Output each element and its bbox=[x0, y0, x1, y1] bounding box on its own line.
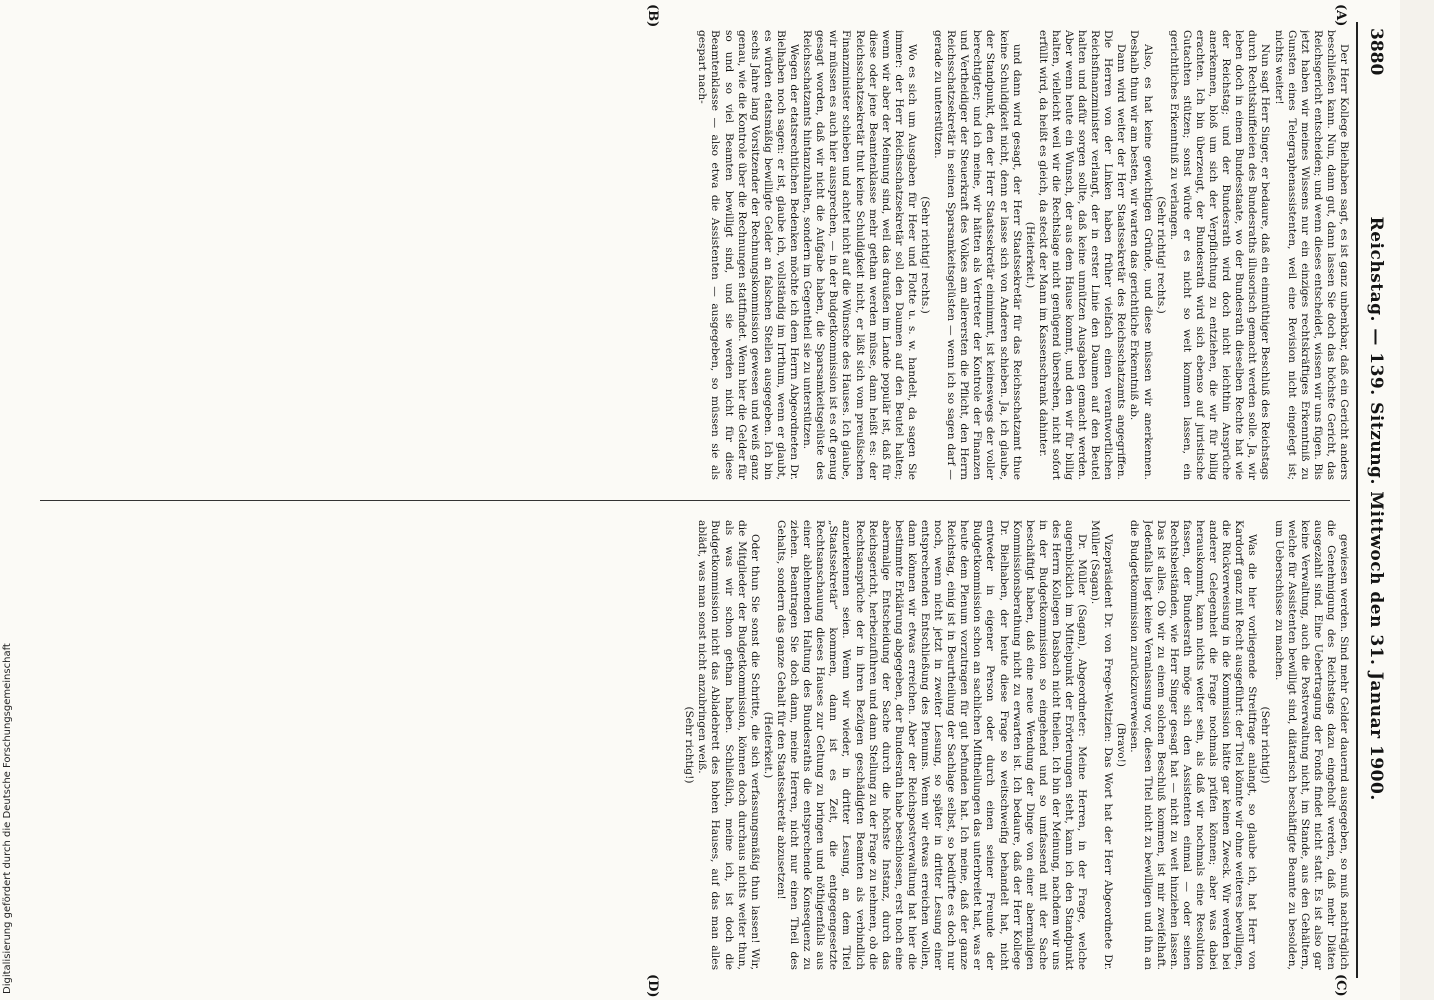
margin-marker-b: (B) bbox=[645, 4, 660, 28]
paragraph: (Bravo!) bbox=[1115, 722, 1128, 768]
text-columns bbox=[40, 4, 1350, 998]
paragraph: (Sehr richtig! rechts.) bbox=[919, 196, 931, 314]
paragraph: Oder thun Sie sonst die Schritte, die sich verfassungsmäßig thun lassen! Wir, die Mitglieder der Budgetkommission, können doch durchaus nichts weiter thun, als was wir schon gethan haben. Schließlich, meine ich, ist doch die Budgetkommission nicht das Abladebrett des hohen Hauses, auf das man alles ablädt, was man sonst nicht anzubringen weiß. bbox=[696, 520, 761, 970]
paragraph: (Heiterkeit.) bbox=[1023, 221, 1036, 289]
paragraph: (Heiterkeit.) bbox=[761, 711, 774, 779]
page-number: 3880 bbox=[1366, 28, 1386, 76]
paragraph: und dann wird gesagt, der Herr Staatssekretär für das Reichsschatzamt thue keine Schuldigkeit nicht, denn er lasse sich von Anderen schieben. Ja, ich glaube, der Standpunkt, den der Herr Staatssekretär einnimmt, ist keineswegs der voller berechtigter; und ich meine, wir hätten als Vertreter der Kontrole der Finanzen und Vertheidiger der Steuerkraft des Volkes am allerersten die Pflicht, den Herrn Reichsschatzsekretär in seinen Sparsamkeitsgelüsten — wenn ich so sagen darf — gerade zu unterstützen. bbox=[932, 30, 1023, 480]
paragraph: (Sehr richtig! rechts.) bbox=[1154, 196, 1167, 314]
paragraph: Der Herr Kollege Bielhaben sagt, es ist ganz unbenkbar, daß ein Gericht anders beschließen kann. Nun, dann gut, dann lassen Sie doch das höchste Gericht, das Reichsgericht entscheiden; und wenn dieses entscheidet, wissen wir uns fügen. Bis jetzt haben wir meines Wissens nur ein einziges rechtskräftiges Erkenntniß zu Gunsten eines Telegraphenassistenten, weil eine Revision nicht eingelegt ist; nichts weiter! bbox=[1272, 30, 1350, 480]
paragraph: Dr. Müller (Sagan), Abgeordneter: Meine Herren, in der Frage, welche augenblicklich im Mittelpunkt der Erörterungen steht, kann ich den Standpunkt des Herrn Kollegen Dasbach nicht theilen. Ich bin der Meinung, nachdem wir uns in der Budgetkommission so eingehend und so umfassend mit der Sache beschäftigt haben, daß eine neue Wendung der Dinge von einer abermaligen Kommissionsberathung nicht zu erwarten ist. Ich bedaure, daß der Herr Kollege Dr. Bielhaben, der heute diese Frage so weitschweifig behandelt hat, nicht entweder in eigener Person oder durch einen seiner Freunde der Budgetkommission schon an sachlichen Mittheilungen das unterbreitet hat, was er heute dem Plenum vorzutragen für gut befunden hat. Ich meine, daß der ganze Reichstag, einig ist in Beurtheilung der Sachlage selbst, so bedürfte es doch nur noch, wenn nicht jetzt in zweiter Lesung, so später in dritter Lesung einer entsprechenden Entschließung des Plenums. Wenn wir etwas erreichen wollen, dann können wir etwas erreichen. Aber der Reichspostverwaltung hat hier die bestimmte Erklärung abgegeben, der Bundesrath habe beschlossen, erst noch eine abermalige Entscheidung der Sache durch die höchste Instanz, durch das Reichsgericht, herbeizuführen und dann Stellung zu der Frage zu nehmen, ob die Rechtsansprüche der in ihren Bezügen geschädigten Beamten als verbindlich anzuerkennen seien. Wenn wir wieder, in dritter Lesung, an dem Titel „Staatssekretär“ kommen, dann ist es Zeit, die entgegengesetzte Rechtsanschauung dieses Hauses zur Geltung zu bringen und nöthigenfalls aus einer ablehnenden Haltung des Bundesraths die entsprechende Konsequenz zu ziehen. Beantragen Sie doch dann, meine Herren, nicht nur einen Theil des Gehalts, sondern das ganze Gehalt für den Staatssekretär abzusetzen! bbox=[774, 520, 1089, 970]
dfg-credit-text: Digitalisierung gefördert durch die Deutsche Forschungsgemeinschaft bbox=[2, 643, 13, 994]
column-divider bbox=[40, 500, 1350, 501]
paragraph: Wegen der etatsrechtlichen Bedenken möchte ich dem Herrn Abgeordneten Dr. Bielhaben noch sagen: er ist, glaube ich, vollständig im Irrthum, wenn er glaubt, es würden etatsmäßig bewilligte Gelder an falschen Stellen ausgegeben. Ich bin sechs Jahre lang Vorsitzender der Rechnungskommission gewesen und weiß ganz genau, wie die Kontrole über die Rechnungen stattfindet. Wenn hier die Gelder für so und so viel Beamten bewilligt sind, und sie werden nicht für diese Beamtenklasse — also etwa die Assistenten — ausgegeben, so müssen sie als gespart nach- bbox=[696, 30, 801, 480]
margin-marker-a: (A) bbox=[1333, 4, 1348, 27]
paragraph: (Sehr richtig!) bbox=[683, 706, 696, 784]
dfg-credit bbox=[2, 4, 16, 994]
paragraph: Also, es hat keine gewichtigen Gründe, und diese müssen wir anerkennen. Deshalb thun wir am besten, wir warten das gerichtliche Erkenntniß ab. bbox=[1128, 30, 1154, 480]
paragraph: Was die hier vorliegende Streitfrage anlangt, so glaube ich, hat Herr von Kardorff ganz mit Recht ausgeführt: der Titel könnte wir ohne weiteres bewilligen, die Rückverweisung in die Kommission hätte gar keinen Zweck. Wir werden bei anderer Gelegenheit die Frage nochmals prüfen können; aber was dabei herauskommt, kann nichts weiter sein, als daß wir nochmals eine Resolution fassen, der Bundesrath möge sich den Assistenten einmal — oder seinen Rechtsbeiständen, wie Herr Singer gesagt hat — nicht zu weit hinziehen lassen. Das ist alles. Ob wir zu einem solchen Beschluß kommen, ist mir zweifelhaft. Jedenfalls liegt keine Veranlassung vor, diesen Titel nicht zu bewilligen und ihn an die Budgetkommission zurückzuverweisen. bbox=[1128, 520, 1259, 970]
paragraph: gewiesen werden. Sind mehr Gelder dauernd ausgegeben, so muß nachträglich die Genehmigung des Reichstags dazu eingeholt werden, daß mehr Diäten ausgezahlt sind. Eine Uebertragung der Fonds findet nicht statt. Es ist also gar keine Verwaltung, auch die Postverwaltung nicht, im Stande, aus den Gehältern, welche für Assistenten bewilligt sind, diätarisch beschäftigte Beamte zu besolden, um Ueberschüsse zu machen. bbox=[1272, 520, 1350, 970]
paragraph: (Sehr richtig!) bbox=[1259, 706, 1272, 784]
right-column bbox=[40, 520, 1350, 970]
paragraph: Nun sagt Herr Singer, er bedaure, daß ein einmüthiger Beschluß des Reichstags durch Rechtskniffeleien des Bundesraths illusorisch gemacht werden solle. Ja, wir leben doch in einem Bundesstaate, wo der Bundesrath dieselben Rechte hat wie der Reichstag; und der Bundesrath wird doch nicht leichthin Ansprüche anerkennen, bloß um sich der Verpflichtung zu entziehen, die wir für billig erachten. Ich bin überzeugt, der Bundesrath wird sich ebenso auf juristische Gutachten stützen; sonst würde er es nicht so weit kommen lassen, ein gerichtliches Erkenntniß zu verlangen. bbox=[1167, 30, 1272, 480]
page-title: Reichstag. — 139. Sitzung. Mittwoch den 31. Januar 1900. bbox=[1366, 216, 1386, 801]
paragraph: Dann wird weiter der Herr Staatssekretär des Reichsschatzamts angegriffen. Die Herren von der Linken haben früher vielfach einen verantwortlichen Reichsfinanzminister verlangt, der in erster Linie den Daumen auf den Beutel halten und dafür sorgen sollte, daß keine unnützen Ausgaben gemacht werden. Aber wenn heute ein Wunsch, der aus dem Hause kommt, und den wir für billig halten, vielleicht weil wir die Rechtslage nicht genügend übersehen, nicht sofort erfüllt wird, da heißt es gleich, da steckt der Mann im Kassenschrank dahinter. bbox=[1036, 30, 1128, 480]
paragraph: Wo es sich um Ausgaben für Heer und Flotte u. s. w. handelt, da sagen Sie immer: der Herr Reichsschatzsekretär soll den Daumen auf den Beutel halten; wenn wir aber der Meinung sind, weil das draußen im Lande populär ist, daß für diese oder jene Beamtenklasse mehr gethan werden müsse, dann heißt es: der Reichsschatzsekretär thut keine Schuldigkeit nicht, er läßt sich vom preußischen Finanzminister schieben und achtet nicht auf die Wünsche des Hauses. Ich glaube, wir müssen es auch hier aussprechen, — in der Budgetkommission ist es oft genug gesagt worden, daß wir nicht die Aufgabe haben, die Sparsamkeitsgelüste des Reichsschatzamts hintanzuhalten, sondern im Gegentheil sie zu unterstützen. bbox=[801, 30, 918, 480]
left-column bbox=[40, 30, 1350, 480]
margin-marker-d: (D) bbox=[645, 974, 660, 998]
margin-marker-c: (C) bbox=[1333, 974, 1348, 997]
page-header bbox=[1356, 22, 1386, 978]
paragraph: Vizepräsident Dr. von Frege-Weltzien: Das Wort hat der Herr Abgeordnete Dr. Müller (Sagan). bbox=[1089, 520, 1115, 970]
